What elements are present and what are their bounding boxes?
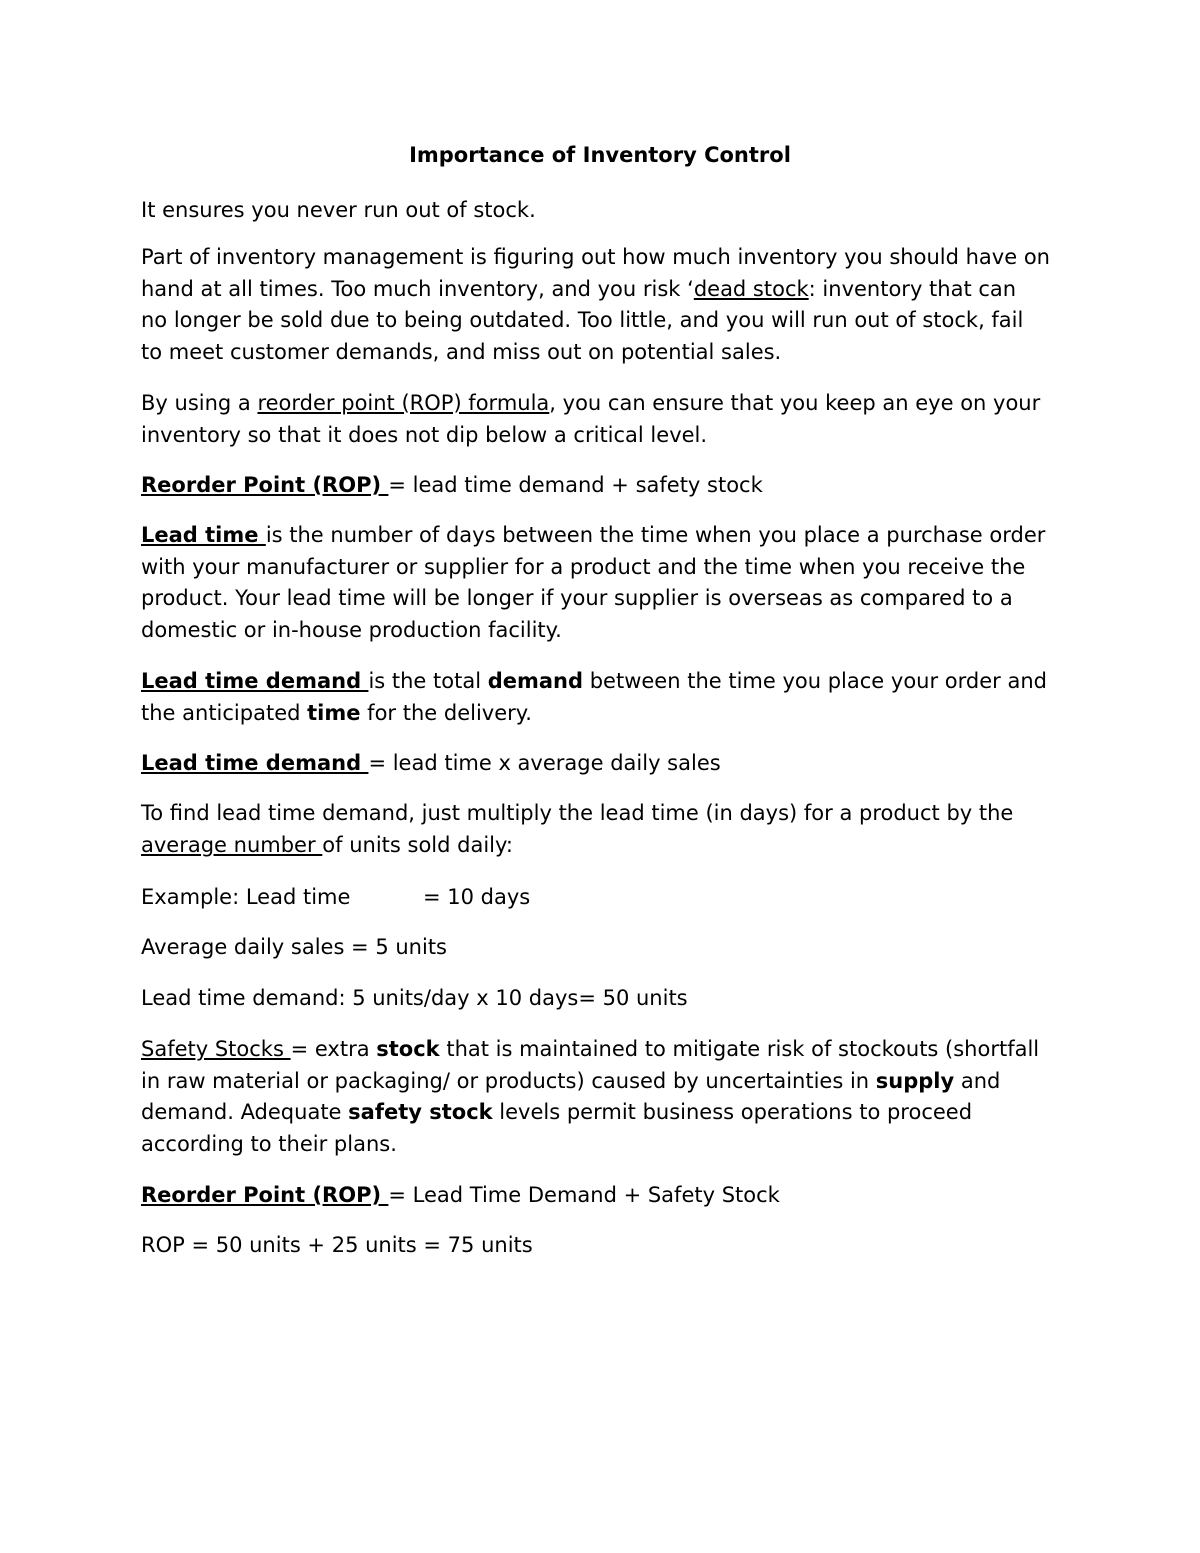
- term-reorder-point: Reorder Point (ROP): [141, 473, 389, 497]
- paragraph-rop-definition: Reorder Point (ROP) = lead time demand + safety stock: [141, 473, 763, 497]
- paragraph-rop-formula-restated: Reorder Point (ROP) = Lead Time Demand + Safety Stock: [141, 1183, 780, 1207]
- text-line: to meet customer demands, and miss out on potential sales.: [141, 339, 782, 364]
- text-line: To find lead time demand, just multiply the lead time (in days) for a product by the: [141, 801, 1014, 825]
- text-line: no longer be sold due to being outdated. Too little, and you will run out of stock, fail: [141, 308, 1024, 332]
- text-line: domestic or in-house production facility.: [141, 617, 562, 642]
- paragraph-intro: It ensures you never run out of stock.: [141, 198, 536, 222]
- paragraph-safety-stocks: [141, 1034, 1061, 1160]
- paragraph-inventory-management: [141, 242, 1061, 368]
- average-number-link[interactable]: average number: [141, 832, 323, 857]
- text-line: Part of inventory management is figuring out how much inventory you should have on: [141, 245, 1050, 269]
- term-lead-time-demand: Lead time demand: [141, 751, 369, 775]
- text-line: average number of units sold daily:: [141, 832, 513, 857]
- paragraph-average-daily-sales: Average daily sales = 5 units: [141, 935, 447, 959]
- text-line: in raw material or packaging/ or products) caused by uncertainties in supply and: [141, 1068, 1001, 1093]
- dead-stock-link[interactable]: dead stock: [693, 276, 809, 301]
- paragraph-lead-time-demand-formula: Lead time demand = lead time x average daily sales: [141, 751, 721, 775]
- text-line: according to their plans.: [141, 1131, 397, 1156]
- paragraph-rop-calculation: ROP = 50 units + 25 units = 75 units: [141, 1233, 533, 1257]
- example-value: = 10 days: [423, 885, 531, 909]
- text-line: Lead time is the number of days between the time when you place a purchase order: [141, 523, 1046, 547]
- term-reorder-point: Reorder Point (ROP): [141, 1183, 389, 1207]
- example-label: Example: Lead time: [141, 885, 351, 909]
- text-line: demand. Adequate safety stock levels permit business operations to proceed: [141, 1100, 973, 1124]
- text-line: Safety Stocks = extra stock that is maintained to mitigate risk of stockouts (shortfall: [141, 1037, 1040, 1061]
- term-lead-time: Lead time: [141, 523, 266, 547]
- text-line: with your manufacturer or supplier for a product and the time when you receive the: [141, 554, 1026, 579]
- term-safety-stocks: Safety Stocks: [141, 1037, 291, 1061]
- paragraph-lead-time-demand: [141, 666, 1061, 729]
- document-title: Importance of Inventory Control: [409, 143, 791, 167]
- paragraph-lead-time: [141, 520, 1061, 646]
- text-line: inventory so that it does not dip below a critical level.: [141, 422, 708, 447]
- text-line: product. Your lead time will be longer if your supplier is overseas as compared to a: [141, 586, 1013, 610]
- paragraph-lead-time-demand-calc: Lead time demand: 5 units/day x 10 days= 50 units: [141, 986, 688, 1010]
- reorder-point-formula-link[interactable]: reorder point (ROP) formula: [257, 391, 550, 415]
- term-lead-time-demand: Lead time demand: [141, 669, 369, 693]
- text-line: the anticipated time for the delivery.: [141, 700, 532, 725]
- paragraph-example: [141, 882, 1061, 914]
- text-line: hand at all times. Too much inventory, and you risk ‘dead stock: inventory that can: [141, 276, 1017, 301]
- paragraph-find-lead-time-demand: [141, 798, 1061, 861]
- text-line: By using a reorder point (ROP) formula, you can ensure that you keep an eye on your: [141, 391, 1041, 415]
- text-line: Lead time demand is the total demand between the time you place your order and: [141, 669, 1047, 693]
- paragraph-rop-formula: [141, 388, 1061, 451]
